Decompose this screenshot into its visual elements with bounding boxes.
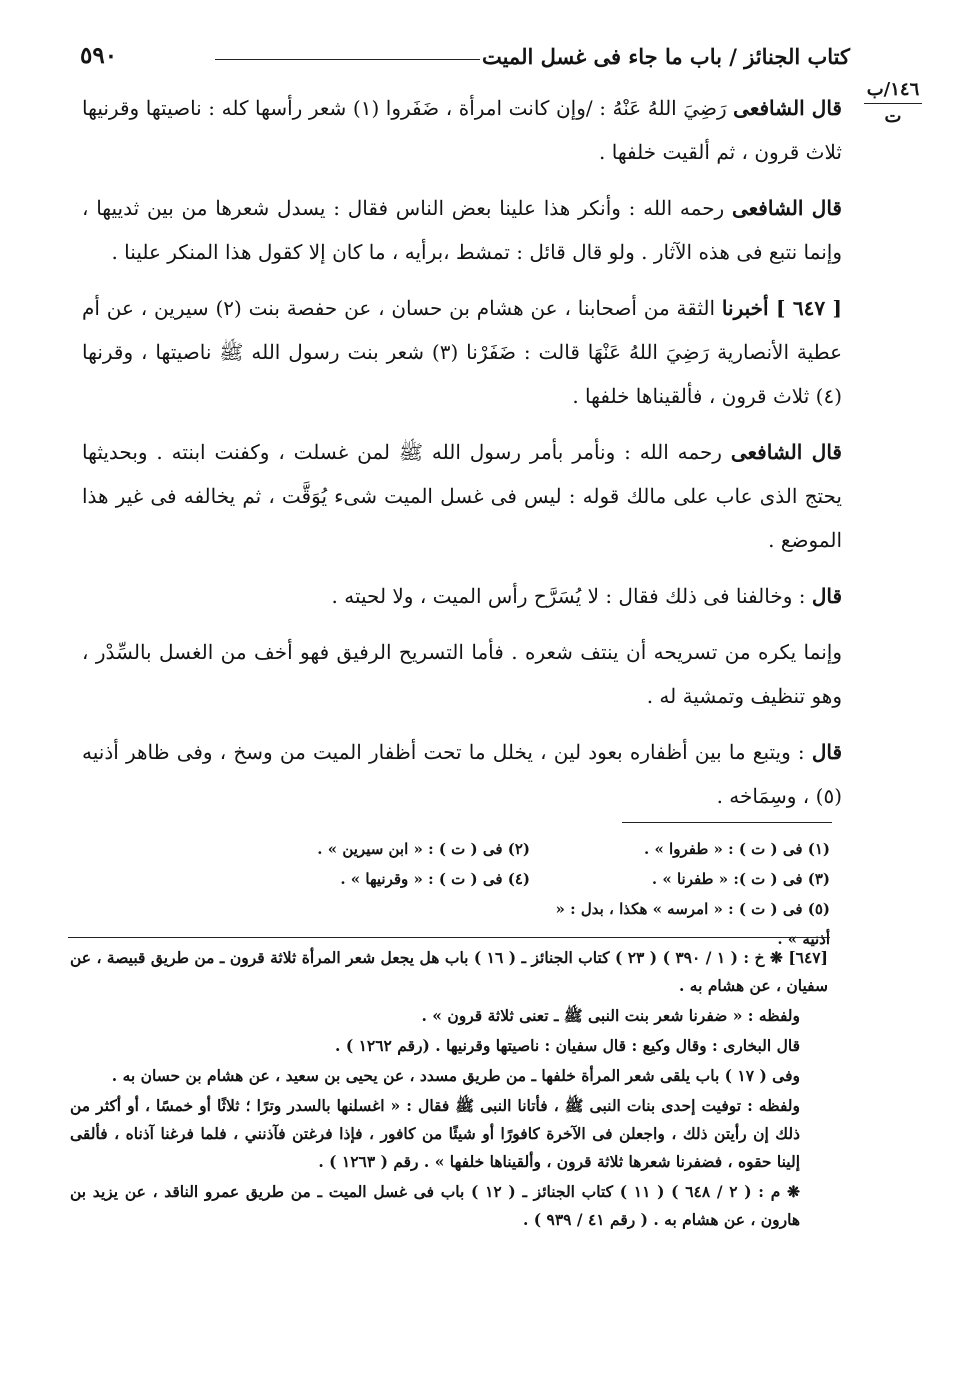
footnote-row bbox=[230, 834, 830, 864]
paragraph bbox=[82, 730, 842, 818]
paragraph-lead: [ ٦٤٧ ] أخبرنا bbox=[721, 296, 843, 320]
paragraph-text: وإنما يكره من تسريحه أن ينتف شعره . فأما التسريح الرفيق فهو أخف من الغسل بالسِّدْر ، وهو تنظيف وتمشية له . bbox=[82, 640, 842, 708]
margin-folio-rule bbox=[864, 103, 922, 104]
footnote-row bbox=[230, 864, 830, 894]
footnote: (٤) فى ( ت ) : « وقرنيها » . bbox=[340, 870, 530, 888]
main-text bbox=[82, 86, 842, 830]
page-number: ٥٩٠ bbox=[80, 42, 118, 69]
takhrij-entry: وفى ( ١٧ ) باب يلقى شعر المرأة خلفها ـ من طريق مسدد ، عن يحيى بن سعيد ، عن هشام بن حسان به . bbox=[111, 1066, 800, 1085]
paragraph-text: رحمه الله : ونأمر بأمر رسول الله ﷺ لمن غسلت ، وكفنت ابنته . وبحديثها يحتج الذى عاب على مالك قوله : ليس فى غسل الميت شىء يُوَقَّت ، ثم يخالفه فى غير هذا الموضع . bbox=[82, 440, 842, 552]
paragraph-text: : ويتبع ما بين أظفاره بعود لين ، يخلل ما تحت أظفار الميت من وسخ ، وفى ظاهر أذنيه (٥) ، وسِمَاخه . bbox=[82, 740, 842, 808]
paragraph bbox=[82, 630, 842, 718]
paragraph-text: : وخالفنا فى ذلك فقال : لا يُسَرَّح رأس الميت ، ولا لحيته . bbox=[331, 584, 812, 608]
paragraph-text: الثقة من أصحابنا ، عن هشام بن حسان ، عن حفصة بنت (٢) سيرين ، عن أم عطية الأنصارية رَضِيَ اللهُ عَنْهَا قالت : ضَفَرْنا (٣) شعر بنت رسول الله ﷺ ناصيتها ، وقرنها (٤) ثلاث قرون ، فألقيناها خلفها . bbox=[82, 296, 842, 408]
paragraph-lead: قال bbox=[811, 584, 842, 608]
paragraph bbox=[82, 186, 842, 274]
paragraph bbox=[82, 574, 842, 618]
takhrij-entry: ولفظه : توفيت إحدى بنات النبى ﷺ ، فأتانا النبى ﷺ فقال : « اغسلنها بالسدر وترًا ؛ ثلاثًا أو خمسًا ، أو أكثر من ذلك إن رأيتن ذلك ، واجعلن فى الآخرة كافورًا أو شيئًا من كافور ، فإذا فرغتن فآذنني ، فلما فرغنا آذناه ، فألقى إلينا حقوه ، فضفرنا شعرها ثلاثة قرون ، وألقيناها خلفها » . رقم ( ١٢٦٣ ) . bbox=[70, 1096, 800, 1171]
takhrij-entry: ولفظه : « ضفرنا شعر بنت النبى ﷺ ـ تعنى ثلاثة قرون » . bbox=[421, 1006, 800, 1025]
takhrij-notes bbox=[70, 944, 828, 1236]
paragraph-text: رحمه الله : وأنكر هذا علينا بعض الناس فقال : يسدل شعرها من بين ثدييها ، وإنما نتبع فى هذه الآثار . ولو قال قائل : تمشط ،برأيه ، ما كان إلا كقول هذا المنكر علينا . bbox=[82, 196, 842, 264]
margin-folio-bottom: ت bbox=[884, 106, 902, 127]
running-header bbox=[80, 40, 850, 74]
margin-folio-top: ١٤٦/ب bbox=[866, 79, 920, 100]
paragraph-lead: قال bbox=[811, 740, 842, 764]
footnote: (٣) فى ( ت ): « طفرنا » . bbox=[651, 870, 830, 888]
paragraph bbox=[82, 286, 842, 418]
paragraph-lead: قال الشافعى bbox=[731, 196, 842, 220]
header-title: كتاب الجنائز / باب ما جاء فى غسل الميت bbox=[481, 44, 850, 69]
takhrij-entry: [٦٤٧] ❋ خ : ( ١ / ٣٩٠ ) ( ٢٣ ) كتاب الجنائز ـ ( ١٦ ) باب هل يجعل شعر المرأة ثلاثة قرون ـ من طريق قبيصة ، عن سفيان ، عن هشام به . bbox=[70, 948, 828, 995]
footnotes bbox=[230, 834, 830, 954]
footnote: (١) فى ( ت ) : « طفروا » . bbox=[644, 840, 830, 858]
takhrij-separator bbox=[68, 937, 830, 938]
margin-folio-note bbox=[858, 78, 928, 129]
paragraph-text: رَضِيَ اللهُ عَنْهُ : /وإن كانت امرأة ، ضَفَروا (١) شعر رأسها كله : ناصيتها وقرنيها ثلاث قرون ، ثم ألقيت خلفها . bbox=[82, 96, 842, 164]
takhrij-entry: ❋ م : ( ٢ / ٦٤٨ ) ( ١١ ) كتاب الجنائز ـ ( ١٢ ) باب فى غسل الميت ـ من طريق عمرو الناقد ، عن يزيد بن هارون ، عن هشام به . ( رقم ٤١ / ٩٣٩ ) . bbox=[70, 1182, 800, 1229]
paragraph bbox=[82, 430, 842, 562]
paragraph-lead: قال الشافعى bbox=[730, 440, 842, 464]
paragraph bbox=[82, 86, 842, 174]
paragraph-lead: قال الشافعى bbox=[733, 96, 842, 120]
footnote: (٢) فى ( ت ) : « ابن سيرين » . bbox=[317, 840, 530, 858]
footnote: (٥) فى ( ت ) : « امرسه » هكذا ، بدل : « أذنيه » . bbox=[555, 900, 830, 948]
takhrij-entry: قال البخارى : وقال وكيع : قال سفيان : ناصيتها وقرنيها . (رقم ١٢٦٢ ) . bbox=[335, 1036, 800, 1055]
header-rule bbox=[215, 59, 480, 60]
footnote-separator bbox=[622, 822, 832, 823]
